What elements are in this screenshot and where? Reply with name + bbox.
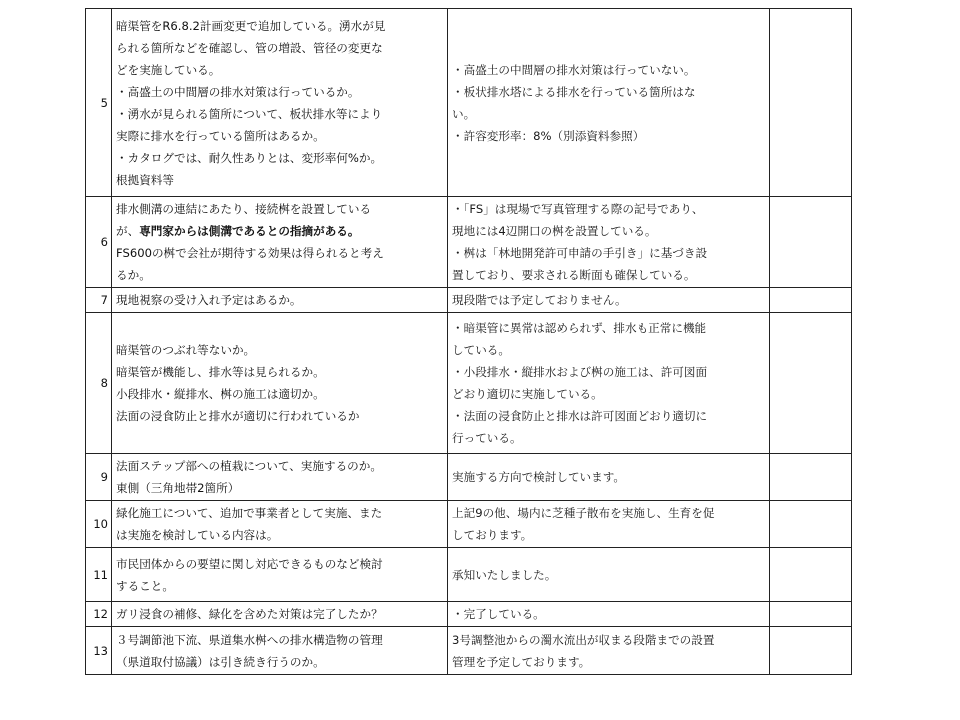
answer-line: 承知いたしました。 — [452, 567, 557, 582]
answer-cell — [448, 602, 770, 627]
question-cell — [112, 288, 448, 313]
question-cell — [112, 9, 448, 197]
remarks-cell — [770, 501, 852, 548]
answer-line: 置しており、要求される断面も確保している。 — [452, 268, 696, 282]
question-cell — [112, 627, 448, 675]
question-line: ガリ浸食の補修、緑化を含めた対策は完了したか？ — [116, 607, 383, 621]
question-line: （県道取付協議）は引き続き行うのか。 — [116, 654, 325, 669]
question-line: 東側（三角地帯2箇所） — [116, 481, 240, 495]
question-line: どを実施している。 — [116, 62, 221, 77]
table-row — [86, 501, 852, 548]
question-cell — [112, 501, 448, 548]
answer-cell — [448, 9, 770, 197]
remarks-cell — [770, 197, 852, 288]
row-number: 11 — [86, 548, 112, 602]
answer-line: 上記9の他、場内に芝種子散布を実施し、生育を促 — [452, 506, 715, 520]
answer-line: どおり適切に実施している。 — [452, 387, 603, 401]
remarks-cell — [770, 288, 852, 313]
answer-cell — [448, 197, 770, 288]
row-number: 6 — [86, 197, 112, 288]
question-line: ・高盛土の中間層の排水対策は行っているか。 — [116, 84, 360, 99]
question-line: ３号調節池下流、県道集水桝への排水構造物の管理 — [116, 632, 383, 647]
row-number: 8 — [86, 313, 112, 454]
question-line: 法面の浸食防止と排水が適切に行われているか — [116, 409, 360, 423]
question-line: が、専門家からは側溝であるとの指摘がある。 — [116, 224, 360, 238]
question-line: 実際に排水を行っている箇所はあるか。 — [116, 128, 325, 143]
answer-line: ・暗渠管に異常は認められず、排水も正常に機能 — [452, 321, 707, 335]
remarks-cell — [770, 313, 852, 454]
row-number: 5 — [86, 9, 112, 197]
row-number: 13 — [86, 627, 112, 675]
table-row — [86, 9, 852, 197]
question-line: るか。 — [116, 268, 151, 282]
answer-line: 現地には4辺開口の桝を設置している。 — [452, 224, 657, 238]
answer-line: している。 — [452, 343, 510, 357]
table-row — [86, 197, 852, 288]
qa-table — [85, 8, 852, 675]
question-cell — [112, 602, 448, 627]
answer-line: ・完了している。 — [452, 607, 545, 621]
question-line: 暗渠管のつぶれ等ないか。 — [116, 343, 256, 357]
remarks-cell — [770, 602, 852, 627]
question-line: すること。 — [116, 578, 174, 593]
question-line: 根拠資料等 — [116, 172, 174, 187]
remarks-cell — [770, 548, 852, 602]
answer-line: ・小段排水・縦排水および桝の施工は、許可図面 — [452, 365, 708, 379]
answer-line: ・許容変形率：8%（別添資料参照） — [452, 128, 645, 143]
row-number: 10 — [86, 501, 112, 548]
remarks-cell — [770, 454, 852, 501]
remarks-cell — [770, 627, 852, 675]
qa-table-body — [86, 9, 852, 675]
answer-line: しております。 — [452, 528, 533, 542]
question-cell — [112, 454, 448, 501]
question-line: 暗渠管が機能し、排水等は見られるか。 — [116, 365, 325, 379]
question-line: 市民団体からの要望に関し対応できるものなど検討 — [116, 556, 383, 571]
answer-line: 管理を予定しております。 — [452, 654, 591, 669]
table-row — [86, 454, 852, 501]
answer-line: 3号調整池からの濁水流出が収まる段階までの設置 — [452, 632, 715, 647]
answer-line: 実施する方向で検討しています。 — [452, 470, 625, 484]
answer-line: 現段階では予定しておりません。 — [452, 293, 627, 307]
row-number: 12 — [86, 602, 112, 627]
question-cell — [112, 313, 448, 454]
answer-cell — [448, 501, 770, 548]
answer-line: ・法面の浸食防止と排水は許可図面どおり適切に — [452, 409, 708, 423]
row-number: 9 — [86, 454, 112, 501]
question-cell — [112, 197, 448, 288]
answer-cell — [448, 454, 770, 501]
remarks-cell — [770, 9, 852, 197]
question-line: 排水側溝の連結にあたり、接続桝を設置している — [116, 202, 372, 216]
answer-line: い。 — [452, 106, 476, 121]
answer-line: 行っている。 — [452, 431, 522, 445]
question-line: 法面ステップ部への植栽について、実施するのか。 — [116, 459, 382, 473]
question-line: 暗渠管をR6.8.2計画変更で追加している。湧水が見 — [116, 18, 386, 33]
question-line: 現地視察の受け入れ予定はあるか。 — [116, 293, 302, 307]
answer-cell — [448, 548, 770, 602]
question-line: られる箇所などを確認し、管の増設、管径の変更な — [116, 40, 383, 55]
answer-cell — [448, 313, 770, 454]
answer-line: ・板状排水塔による排水を行っている箇所はな — [452, 84, 696, 99]
question-line: 緑化施工について、追加で事業者として実施、また — [116, 506, 383, 520]
answer-line: ・桝は「林地開発許可申請の手引き」に基づき設 — [452, 246, 708, 260]
table-row — [86, 602, 852, 627]
question-line: FS600の桝で会社が期待する効果は得られると考え — [116, 246, 384, 260]
question-line: ・カタログでは、耐久性ありとは、変形率何%か。 — [116, 150, 383, 165]
row-number: 7 — [86, 288, 112, 313]
table-row — [86, 288, 852, 313]
question-line: ・湧水が見られる箇所について、板状排水等により — [116, 106, 383, 121]
answer-cell — [448, 288, 770, 313]
table-row — [86, 548, 852, 602]
emphasis-text: 専門家からは側溝であるとの指摘がある。 — [139, 224, 360, 238]
answer-line: ・高盛土の中間層の排水対策は行っていない。 — [452, 62, 696, 77]
table-row — [86, 313, 852, 454]
question-cell — [112, 548, 448, 602]
table-row — [86, 627, 852, 675]
question-line: 小段排水・縦排水、桝の施工は適切か。 — [116, 387, 325, 401]
answer-cell — [448, 627, 770, 675]
question-line: は実施を検討している内容は。 — [116, 528, 279, 542]
answer-line: ・「FS」は現場で写真管理する際の記号であり、 — [452, 202, 704, 216]
